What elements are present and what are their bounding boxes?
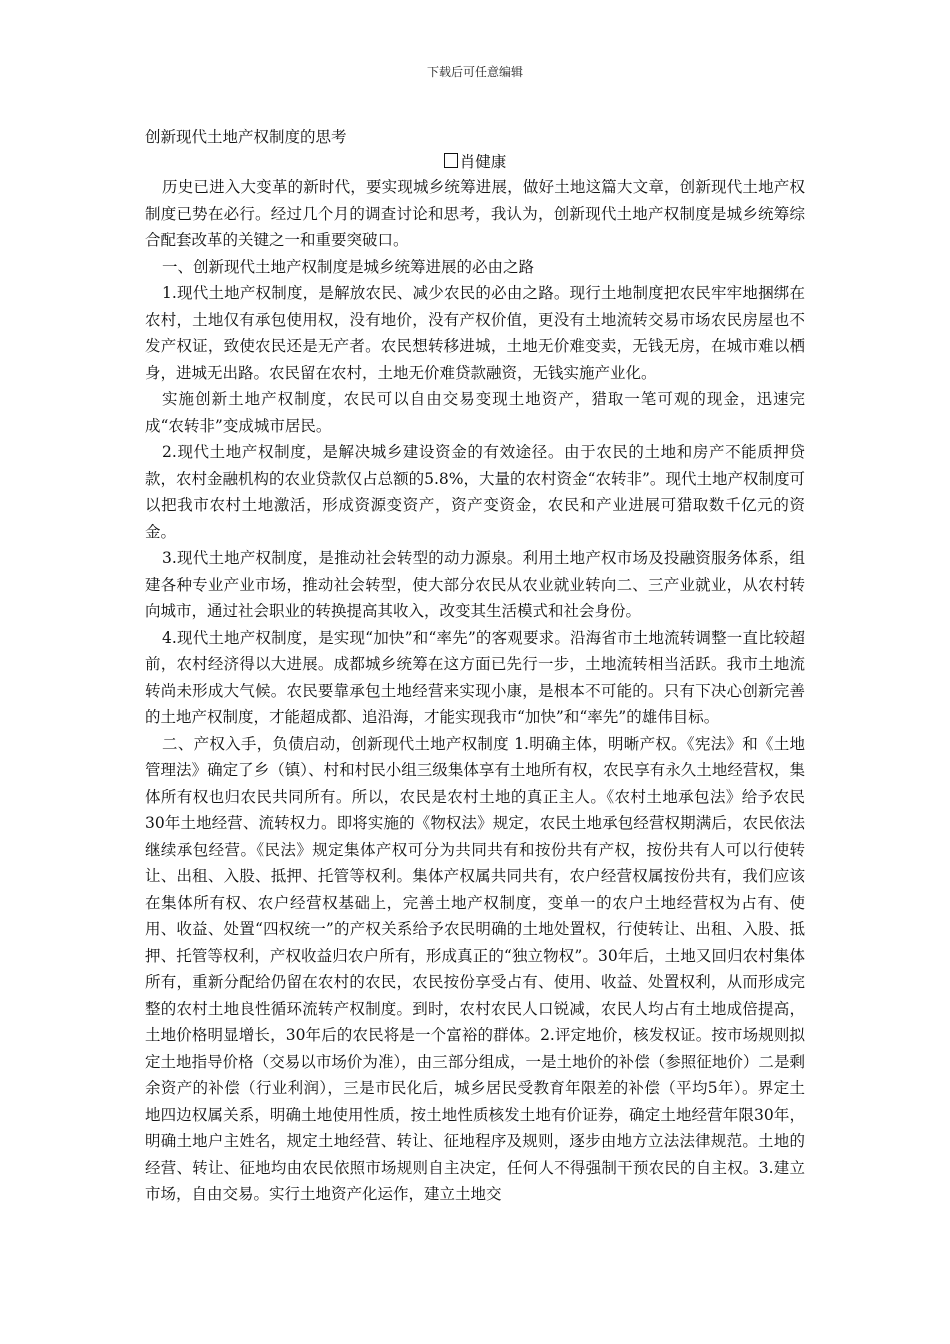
document-title: 创新现代土地产权制度的思考: [145, 128, 347, 146]
paragraph: 历史已进入大变革的新时代，要实现城乡统筹进展，做好土地这篇大文章，创新现代土地产权制度已势在必行。经过几个月的调查讨论和思考，我认为，创新现代土地产权制度是城乡统筹综合配套改革的关键之一和重要突破口。: [145, 178, 805, 249]
paragraph: 3.现代土地产权制度，是推动社会转型的动力源泉。利用土地产权市场及投融资服务体系，组建各种专业产业市场，推动社会转型，使大部分农民从农业就业转向二、三产业就业，从农村转向城市，通过社会职业的转换提高其收入，改变其生活模式和社会身份。: [145, 549, 805, 620]
checkbox-square-icon: [444, 153, 458, 168]
author-line: [0, 150, 950, 172]
section-heading: 一、创新现代土地产权制度是城乡统筹进展的必由之路: [162, 257, 535, 276]
paragraph: 2.现代土地产权制度，是解决城乡建设资金的有效途径。由于农民的土地和房产不能质押贷款，农村金融机构的农业贷款仅占总额的5.8%，大量的农村资金“农转非”。现代土地产权制度可以把我市农村土地激活，形成资源变资产，资产变资金，农民和产业进展可猎取数千亿元的资金。: [145, 443, 805, 541]
author-name: 肖健康: [459, 153, 507, 171]
document-body: [145, 174, 805, 1208]
header-note: 下载后可任意编辑: [426, 65, 523, 79]
paragraph: 1.现代土地产权制度，是解放农民、减少农民的必由之路。现行土地制度把农民牢牢地捆绑在农村，土地仅有承包使用权，没有地价，没有产权价值，更没有土地流转交易市场农民房屋也不发产权证，致使农民还是无产者。农民想转移进城，土地无价难变卖，无钱无房，在城市难以栖身，进城无出路。农民留在农村，土地无价难贷款融资，无钱实施产业化。: [145, 284, 805, 382]
paragraph: 4.现代土地产权制度，是实现“加快”和“率先”的客观要求。沿海省市土地流转调整一直比较超前，农村经济得以大进展。成都城乡统筹在这方面已先行一步，土地流转相当活跃。我市土地流转尚未形成大气候。农民要靠承包土地经营来实现小康，是根本不可能的。只有下决心创新完善的土地产权制度，才能超成都、追沿海，才能实现我市“加快”和“率先”的雄伟目标。: [145, 628, 805, 726]
paragraph: 二、产权入手，负债启动，创新现代土地产权制度 1.明确主体，明晰产权。《宪法》和《土地管理法》确定了乡（镇）、村和村民小组三级集体享有土地所有权，农民享有永久土地经营权，集体所有权也归农民共同所有。所以，农民是农村土地的真正主人。《农村土地承包法》给予农民30年土地经营、流转权力。即将实施的《物权法》规定，农民土地承包经营权期满后，农民依法继续承包经营。《民法》规定集体产权可分为共同共有和按份共有产权，按份共有人可以行使转让、出租、入股、抵押、托管等权利。集体产权属共同共有，农户经营权属按份共有，我们应该在集体所有权、农户经营权基础上，完善土地产权制度，变单一的农户土地经营权为占有、使用、收益、处置“四权统一”的产权关系给予农民明确的土地处置权，行使转让、出租、入股、抵押、托管等权利，产权收益归农户所有，形成真正的“独立物权”。30年后，土地又回归农村集体所有，重新分配给仍留在农村的农民，农民按份享受占有、使用、收益、处置权利，从而形成完整的农村土地良性循环流转产权制度。到时，农村农民人口锐减，农民人均占有土地成倍提高，土地价格明显增长，30年后的农民将是一个富裕的群体。2.评定地价，核发权证。按市场规则拟定土地指导价格（交易以市场价为准），由三部分组成，一是土地价的补偿（参照征地价）二是剩余资产的补偿（行业利润），三是市民化后，城乡居民受教育年限差的补偿（平均5年）。界定土地四边权属关系，明确土地使用性质，按土地性质核发土地有价证券，确定土地经营年限30年，明确土地户主姓名，规定土地经营、转让、征地程序及规则，逐步由地方立法法律规范。土地的经营、转让、征地均由农民依照市场规则自主决定，任何人不得强制干预农民的自主权。3.建立市场，自由交易。实行土地资产化运作，建立土地交: [145, 734, 805, 1203]
paragraph: 实施创新土地产权制度，农民可以自由交易变现土地资产，猎取一笔可观的现金，迅速完成“农转非”变成城市居民。: [145, 390, 805, 435]
